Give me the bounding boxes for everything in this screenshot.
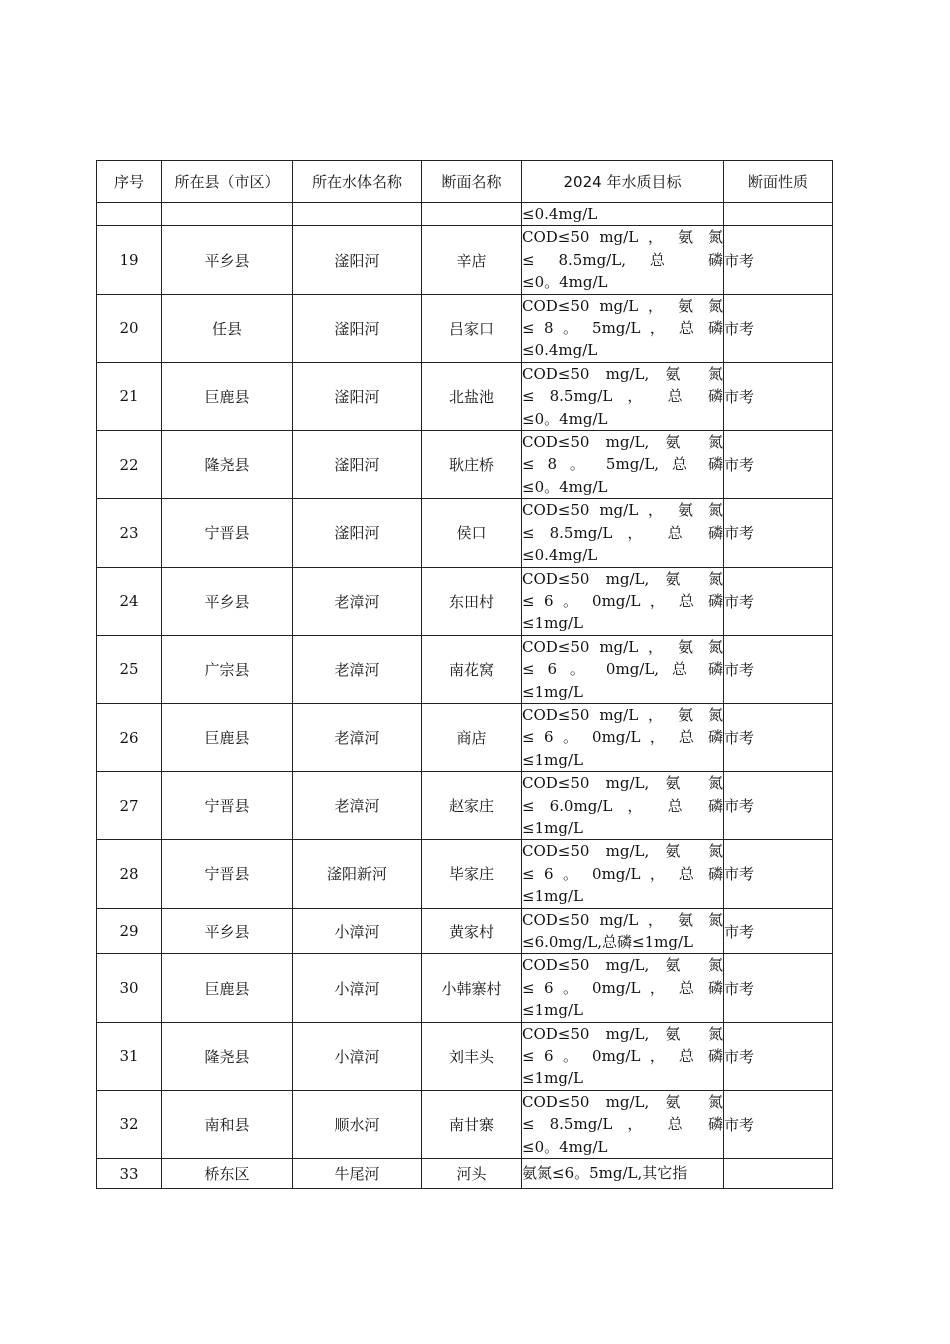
quality-target-cell	[522, 1022, 724, 1090]
water-body-cell: 滏阳河	[293, 431, 422, 499]
quality-target-line: COD≤50 mg/L, 氨 氮	[522, 956, 723, 975]
county-cell: 平乡县	[162, 226, 293, 294]
quality-target-line: COD≤50 mg/L ， 氨 氮	[522, 296, 723, 315]
section-name-cell: 毕家庄	[422, 840, 522, 908]
section-name-cell: 辛店	[422, 226, 522, 294]
header-serial-no: 序号	[97, 161, 162, 203]
quality-target-line: ≤ 6.0mg/L ， 总 磷	[522, 796, 723, 815]
section-name-cell: 黄家村	[422, 908, 522, 954]
water-body-cell: 老漳河	[293, 635, 422, 703]
section-nature-cell: 市考	[724, 703, 833, 771]
section-nature-cell: 市考	[724, 294, 833, 362]
county-cell: 宁晋县	[162, 499, 293, 567]
quality-target-cell	[522, 635, 724, 703]
serial-no-cell: 27	[97, 772, 162, 840]
table-row	[97, 431, 833, 499]
table-row	[97, 1090, 833, 1158]
table-row	[97, 772, 833, 840]
water-quality-table	[96, 160, 833, 1189]
serial-no-cell: 19	[97, 226, 162, 294]
water-body-cell: 老漳河	[293, 567, 422, 635]
quality-target-cell	[522, 908, 724, 954]
quality-target-cell	[522, 362, 724, 430]
serial-no-cell: 33	[97, 1159, 162, 1189]
quality-target-line: ≤1mg/L	[522, 818, 583, 837]
table-cell	[724, 203, 833, 226]
quality-target-line: ≤ 6 。 0mg/L ， 总 磷	[522, 978, 723, 997]
water-body-cell: 滏阳河	[293, 226, 422, 294]
water-body-cell: 小漳河	[293, 1022, 422, 1090]
county-cell: 广宗县	[162, 635, 293, 703]
section-nature-cell: 市考	[724, 954, 833, 1022]
county-cell: 隆尧县	[162, 1022, 293, 1090]
section-name-cell: 赵家庄	[422, 772, 522, 840]
quality-target-cell	[522, 954, 724, 1022]
quality-target-line: COD≤50 mg/L, 氨 氮	[522, 433, 723, 452]
serial-no-cell: 21	[97, 362, 162, 430]
quality-target-cell	[522, 499, 724, 567]
quality-target-line: ≤ 8.5mg/L ， 总 磷	[522, 387, 723, 406]
table-row	[97, 294, 833, 362]
county-cell: 宁晋县	[162, 840, 293, 908]
table-body	[97, 203, 833, 1189]
quality-target-line: ≤1mg/L	[522, 682, 583, 701]
table-row	[97, 1159, 833, 1189]
county-cell: 平乡县	[162, 908, 293, 954]
header-county: 所在县（市区）	[162, 161, 293, 203]
section-nature-cell: 市考	[724, 772, 833, 840]
section-name-cell: 刘丰头	[422, 1022, 522, 1090]
serial-no-cell: 24	[97, 567, 162, 635]
serial-no-cell: 22	[97, 431, 162, 499]
county-cell: 巨鹿县	[162, 954, 293, 1022]
county-cell: 宁晋县	[162, 772, 293, 840]
quality-target-line: ≤ 8.5mg/L ， 总 磷	[522, 1115, 723, 1134]
serial-no-cell: 30	[97, 954, 162, 1022]
quality-target-line: ≤6.0mg/L,总磷≤1mg/L	[522, 933, 693, 951]
section-name-cell: 商店	[422, 703, 522, 771]
county-cell: 桥东区	[162, 1159, 293, 1189]
table-header-row	[97, 161, 833, 203]
quality-target-line: ≤ 8 。 5mg/L, 总 磷	[522, 455, 723, 474]
quality-target-line: ≤ 6 。 0mg/L, 总 磷	[522, 660, 723, 679]
quality-target-line: ≤0。4mg/L	[522, 477, 608, 496]
quality-target-line: COD≤50 mg/L, 氨 氮	[522, 1024, 723, 1043]
table-cell	[162, 203, 293, 226]
quality-target-line: ≤ 8.5mg/L ， 总 磷	[522, 523, 723, 542]
quality-target-cell	[522, 567, 724, 635]
quality-target-cell	[522, 294, 724, 362]
serial-no-cell: 26	[97, 703, 162, 771]
quality-target-cell	[522, 431, 724, 499]
quality-target-line: COD≤50 mg/L, 氨 氮	[522, 842, 723, 861]
quality-target-line: ≤ 6 。 0mg/L ， 总 磷	[522, 591, 723, 610]
table-cell	[293, 203, 422, 226]
table-cell	[97, 203, 162, 226]
table-cell	[422, 203, 522, 226]
quality-target-cell	[522, 226, 724, 294]
water-body-cell: 小漳河	[293, 954, 422, 1022]
table-row	[97, 1022, 833, 1090]
header-section-nature: 断面性质	[724, 161, 833, 203]
section-nature-cell: 市考	[724, 431, 833, 499]
section-nature-cell	[724, 1159, 833, 1189]
quality-target-line: ≤ 6 。 0mg/L ， 总 磷	[522, 728, 723, 747]
table-row	[97, 635, 833, 703]
quality-target-line: ≤0.4mg/L	[522, 546, 598, 565]
quality-target-line: ≤ 6 。 0mg/L ， 总 磷	[522, 864, 723, 883]
quality-target-line: 氨氮≤6。5mg/L,其它指	[522, 1164, 688, 1183]
table-row	[97, 499, 833, 567]
section-name-cell: 侯口	[422, 499, 522, 567]
table-row	[97, 954, 833, 1022]
table-row	[97, 840, 833, 908]
quality-target-line: ≤0.4mg/L	[522, 205, 598, 223]
section-nature-cell: 市考	[724, 908, 833, 954]
table-row	[97, 362, 833, 430]
quality-target-cell	[522, 703, 724, 771]
quality-target-line: ≤1mg/L	[522, 614, 583, 633]
quality-target-line: COD≤50 mg/L, 氨 氮	[522, 774, 723, 793]
county-cell: 隆尧县	[162, 431, 293, 499]
water-body-cell: 滏阳新河	[293, 840, 422, 908]
table-row	[97, 567, 833, 635]
water-body-cell: 老漳河	[293, 703, 422, 771]
section-nature-cell: 市考	[724, 1090, 833, 1158]
water-body-cell: 滏阳河	[293, 499, 422, 567]
serial-no-cell: 31	[97, 1022, 162, 1090]
serial-no-cell: 25	[97, 635, 162, 703]
header-water-body: 所在水体名称	[293, 161, 422, 203]
water-body-cell: 老漳河	[293, 772, 422, 840]
section-nature-cell: 市考	[724, 840, 833, 908]
county-cell: 巨鹿县	[162, 362, 293, 430]
quality-target-cell	[522, 1159, 724, 1189]
header-quality-target: 2024 年水质目标	[522, 161, 724, 203]
county-cell: 巨鹿县	[162, 703, 293, 771]
header-section-name: 断面名称	[422, 161, 522, 203]
quality-target-line: COD≤50 mg/L ， 氨 氮	[522, 910, 723, 929]
quality-target-line: ≤1mg/L	[522, 1001, 583, 1020]
quality-target-line: ≤0。4mg/L	[522, 1137, 608, 1156]
quality-target-line: ≤ 6 。 0mg/L ， 总 磷	[522, 1047, 723, 1066]
continuation-row	[97, 203, 833, 226]
quality-target-line: ≤ 8 。 5mg/L ， 总 磷	[522, 319, 723, 338]
quality-target-cell	[522, 203, 724, 226]
water-body-cell: 顺水河	[293, 1090, 422, 1158]
water-body-cell: 滏阳河	[293, 362, 422, 430]
serial-no-cell: 28	[97, 840, 162, 908]
section-name-cell: 南甘寨	[422, 1090, 522, 1158]
quality-target-cell	[522, 772, 724, 840]
quality-target-line: COD≤50 mg/L ， 氨 氮	[522, 501, 723, 520]
section-name-cell: 北盐池	[422, 362, 522, 430]
county-cell: 任县	[162, 294, 293, 362]
table-row	[97, 908, 833, 954]
water-body-cell: 滏阳河	[293, 294, 422, 362]
section-name-cell: 耿庄桥	[422, 431, 522, 499]
section-nature-cell: 市考	[724, 635, 833, 703]
serial-no-cell: 32	[97, 1090, 162, 1158]
section-nature-cell: 市考	[724, 499, 833, 567]
quality-target-line: ≤1mg/L	[522, 750, 583, 769]
table-row	[97, 226, 833, 294]
section-nature-cell: 市考	[724, 226, 833, 294]
quality-target-cell	[522, 840, 724, 908]
water-body-cell: 牛尾河	[293, 1159, 422, 1189]
quality-target-line: COD≤50 mg/L ， 氨 氮	[522, 228, 723, 247]
section-nature-cell: 市考	[724, 362, 833, 430]
quality-target-line: ≤1mg/L	[522, 887, 583, 906]
quality-target-line: ≤ 8.5mg/L, 总 磷	[522, 250, 723, 269]
county-cell: 南和县	[162, 1090, 293, 1158]
serial-no-cell: 20	[97, 294, 162, 362]
quality-target-line: ≤1mg/L	[522, 1069, 583, 1088]
county-cell: 平乡县	[162, 567, 293, 635]
section-name-cell: 河头	[422, 1159, 522, 1189]
section-nature-cell: 市考	[724, 567, 833, 635]
section-name-cell: 东田村	[422, 567, 522, 635]
quality-target-line: ≤0。4mg/L	[522, 273, 608, 292]
serial-no-cell: 29	[97, 908, 162, 954]
serial-no-cell: 23	[97, 499, 162, 567]
quality-target-line: COD≤50 mg/L, 氨 氮	[522, 364, 723, 383]
quality-target-line: ≤0。4mg/L	[522, 409, 608, 428]
section-name-cell: 小韩寨村	[422, 954, 522, 1022]
table-row	[97, 703, 833, 771]
quality-target-line: COD≤50 mg/L ， 氨 氮	[522, 637, 723, 656]
quality-target-line: ≤0.4mg/L	[522, 341, 598, 360]
quality-target-line: COD≤50 mg/L, 氨 氮	[522, 1092, 723, 1111]
section-nature-cell: 市考	[724, 1022, 833, 1090]
quality-target-line: COD≤50 mg/L, 氨 氮	[522, 569, 723, 588]
section-name-cell: 南花窝	[422, 635, 522, 703]
section-name-cell: 吕家口	[422, 294, 522, 362]
water-body-cell: 小漳河	[293, 908, 422, 954]
quality-target-line: COD≤50 mg/L ， 氨 氮	[522, 705, 723, 724]
quality-target-cell	[522, 1090, 724, 1158]
